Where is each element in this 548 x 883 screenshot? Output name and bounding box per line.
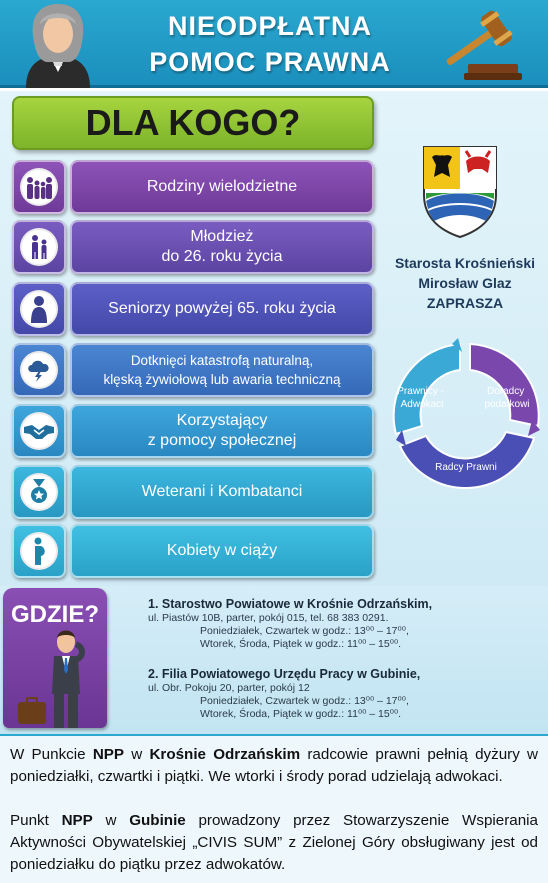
cycle-label-lawyers-1: Prawnicy - <box>397 386 444 397</box>
handshake-icon <box>24 421 54 441</box>
list-item-seniors <box>12 282 374 336</box>
advisor-types-cycle <box>382 334 548 494</box>
list-item-label: Rodziny wielodzietne <box>70 160 374 214</box>
list-item-disaster <box>12 343 374 397</box>
lawyer-icon <box>18 2 98 88</box>
info-box <box>0 734 548 883</box>
starosta-invite: ZAPRASZA <box>426 295 504 311</box>
page-title <box>100 8 440 80</box>
cycle-label-tax-2: podatkowi <box>484 399 530 410</box>
starosta-invitation <box>382 253 548 313</box>
storm-icon <box>26 358 52 382</box>
list-item-label: Kobiety w ciąży <box>70 524 374 578</box>
cycle-label-legal-counsels: Radcy Prawni <box>435 462 497 473</box>
list-item-social-assistance <box>12 404 374 458</box>
list-item-youth <box>12 220 374 274</box>
location-1-address: ul. Piastów 10B, parter, pokój 015, tel. 68 383 0291. <box>148 612 389 624</box>
for-whom-heading: DLA KOGO? <box>12 96 374 150</box>
medal-icon <box>28 479 50 505</box>
list-item-label: Seniorzy powyżej 65. roku życia <box>70 282 374 336</box>
icon-tile <box>12 343 66 397</box>
youth-icon <box>26 234 52 260</box>
family-icon <box>25 175 53 199</box>
icon-tile <box>12 282 66 336</box>
cycle-label-tax-1: Doradcy <box>486 386 525 397</box>
list-item-veterans <box>12 465 374 519</box>
icon-tile <box>12 524 66 578</box>
list-item-label: Weterani i Kombatanci <box>70 465 374 519</box>
icon-tile <box>12 465 66 519</box>
location-2 <box>148 666 420 721</box>
list-item-label: Młodzież do 26. roku życia <box>70 220 374 274</box>
location-2-hours-1: Poniedziałek, Czwartek w godz.: 13⁰⁰ – 17⁰⁰, <box>200 695 409 707</box>
thinking-businessman-icon <box>14 626 100 730</box>
icon-tile <box>12 220 66 274</box>
location-2-address: ul. Obr. Pokoju 20, parter, pokój 12 <box>148 682 310 694</box>
starosta-title: Starosta Krośnieński <box>394 255 536 271</box>
title-line-2: POMOC PRAWNA <box>149 47 391 77</box>
cycle-segment-tax-advisors <box>470 344 539 426</box>
location-1-title: 1. Starostwo Powiatowe w Krośnie Odrzańskim, <box>148 597 433 611</box>
icon-tile <box>12 404 66 458</box>
location-1-hours-2: Wtorek, Środa, Piątek w godz.: 11⁰⁰ – 15⁰⁰. <box>200 638 402 650</box>
location-1-hours-1: Poniedziałek, Czwartek w godz.: 13⁰⁰ – 17⁰⁰, <box>200 625 409 637</box>
icon-tile <box>12 160 66 214</box>
header-banner <box>0 0 548 88</box>
starosta-name: Mirosław Glaz <box>418 275 512 291</box>
location-2-hours-2: Wtorek, Środa, Piątek w godz.: 11⁰⁰ – 15⁰⁰. <box>200 708 402 720</box>
info-paragraph-krosno: W Punkcie NPP w Krośnie Odrzańskim radcowie prawni pełnią dyżury w poniedziałki, czwartki i piątki. We wtorki i środy porad udzielają adwokaci. <box>10 746 538 785</box>
senior-icon <box>26 295 52 323</box>
cycle-label-lawyers-2: Adwokaci <box>400 399 444 410</box>
county-coat-of-arms <box>420 143 500 238</box>
list-item-label: Korzystający z pomocy społecznej <box>70 404 374 458</box>
where-heading: GDZIE? <box>11 601 99 628</box>
cycle-segment-legal-counsels <box>400 432 534 488</box>
info-paragraph-gubin: Punkt NPP w Gubinie prowadzony przez Stowarzyszenie Wspierania Aktywności Obywatelskiej „CIVIS SUM” z Zielonej Góry obsługiwany jest od poniedziałku do piątku przez adwokatów. <box>10 812 538 873</box>
location-1 <box>148 596 432 651</box>
gavel-icon <box>430 10 530 82</box>
list-item-label: Dotknięci katastrofą naturalną, klęską żywiołową lub awaria techniczną <box>70 343 374 397</box>
list-item-pregnant-women <box>12 524 374 578</box>
list-item-large-families <box>12 160 374 214</box>
title-line-1: NIEODPŁATNA <box>168 11 372 41</box>
location-2-title: 2. Filia Powiatowego Urzędu Pracy w Gubinie, <box>148 667 421 681</box>
pregnant-woman-icon <box>29 537 49 565</box>
